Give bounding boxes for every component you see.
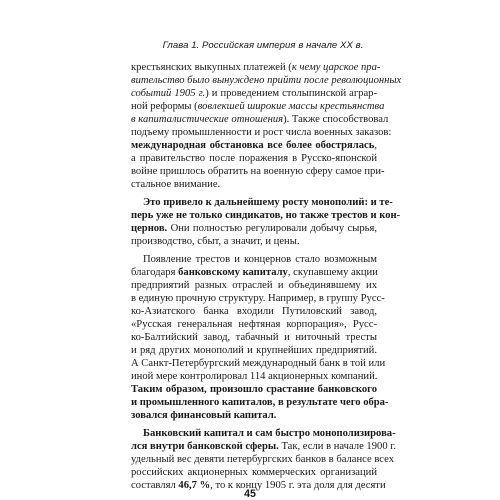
- text-line: [131, 279, 377, 292]
- text-line: [131, 222, 377, 235]
- bold-text: цернов.: [131, 223, 168, 234]
- text-line: [131, 113, 389, 126]
- text-line: [131, 383, 377, 396]
- italic-text: в капиталистические отношения: [131, 114, 284, 125]
- text-run: предприятий разных отраслей и объединявшему их: [131, 280, 377, 291]
- text-run: Появление трестов и концернов стало возможным: [143, 254, 377, 265]
- text-line: [131, 139, 377, 152]
- bold-text: банковскому капиталу: [178, 267, 288, 278]
- text-line: [131, 331, 377, 344]
- text-line: [131, 126, 392, 139]
- bold-text: Банковский капитал и сам быстро монополизирова-: [143, 428, 396, 439]
- text-run: и ряд других монополий и крупнейших предприятий.: [131, 345, 377, 356]
- text-line: [131, 318, 377, 331]
- text-line: [131, 292, 385, 305]
- text-line: [143, 253, 377, 266]
- italic-text: к чему царское пра-: [291, 62, 381, 73]
- bold-text: лся внутри банковской сферы.: [131, 441, 279, 452]
- text-run: в единую прочную структуру. Например, в группу Русс-: [131, 293, 385, 304]
- text-run: ,: [374, 140, 377, 151]
- italic-text: вительство было вынуждено прийти после революционных: [131, 75, 402, 86]
- text-run: подъему промышленности и рост числа военных заказов:: [131, 127, 392, 138]
- text-line: [131, 87, 377, 100]
- running-header: Глава 1. Российская империя в начале XX в.: [162, 40, 364, 51]
- text-line: [131, 396, 389, 409]
- text-line: [131, 440, 397, 453]
- text-run: , скупавшему акции: [287, 267, 378, 278]
- text-run: удельный вес девяти петербургских банков в балансе всех: [131, 454, 394, 465]
- bold-text: Таким образом, произошло срастание банковского: [131, 384, 377, 395]
- italic-text: вовлекшей широкие массы крестьянства: [197, 101, 385, 112]
- bold-text: 46,7 %: [178, 480, 211, 491]
- text-run: российских акционерных коммерческих организаций: [131, 467, 377, 478]
- text-run: производство, сбыт, а значит, и цены.: [131, 236, 300, 247]
- text-run: иной мере контролировал 114 акционерных компаний.: [131, 371, 378, 382]
- text-run: Так, если в начале 1900 г.: [278, 441, 397, 452]
- bold-text: и промышленного капиталов, в результате чего обра-: [131, 397, 389, 408]
- text-line: [131, 344, 377, 357]
- text-run: ко-Балтийский завод, табачный и ниточный тресты: [131, 332, 377, 343]
- bold-text: перь уже не только синдикатов, но также трестов и кон-: [131, 210, 401, 221]
- text-run: Они полностью регулировали добычу сырья,: [167, 223, 377, 234]
- text-line: [131, 453, 394, 466]
- text-run: составлял: [131, 480, 179, 491]
- text-run: ) и проведением столыпинской аграр-: [205, 88, 377, 99]
- text-line: [131, 466, 377, 479]
- text-line: [131, 74, 402, 87]
- bold-text: международная обстановка все более обострялась: [131, 140, 375, 151]
- text-line: [143, 427, 396, 440]
- text-line: [131, 152, 377, 165]
- text-line: [131, 209, 401, 222]
- text-line: [131, 357, 386, 370]
- text-line: [131, 178, 377, 191]
- text-run: войне пришлось обратить на военную сферу самое при-: [131, 166, 385, 177]
- text-run: , то к концу 1905 г. эта доля для десяти: [210, 480, 386, 491]
- text-run: «Русская генеральная нефтяная корпорация», Русс-: [131, 319, 377, 330]
- text-run: а правительство после поражения в Русско-японской: [131, 153, 377, 164]
- text-line: [131, 305, 377, 318]
- text-run: крестьянских выкупных платежей (: [131, 62, 292, 73]
- text-run: А Санкт-Петербургский международный банк в той или: [131, 358, 386, 369]
- text-run: ко-Азиатского банка входили Путиловский завод,: [131, 306, 377, 317]
- bold-text: Это привело к дальнейшему росту монополий: и те-: [143, 197, 393, 208]
- text-run: благодаря: [131, 267, 179, 278]
- text-line: [131, 235, 377, 248]
- text-line: [143, 196, 393, 209]
- text-run: стальное внимание.: [131, 179, 221, 190]
- text-run: ). Также способствовал: [283, 114, 389, 125]
- text-run: ной реформы (: [131, 101, 198, 112]
- bold-text: зовался финансовый капитал.: [131, 410, 277, 421]
- text-line: [131, 61, 381, 74]
- text-line: [131, 100, 385, 113]
- text-line: [131, 266, 377, 279]
- italic-text: событий 1905 г.: [131, 88, 206, 99]
- text-line: [131, 409, 377, 422]
- page-number: 45: [244, 488, 256, 500]
- text-line: [131, 370, 377, 383]
- text-line: [131, 165, 385, 178]
